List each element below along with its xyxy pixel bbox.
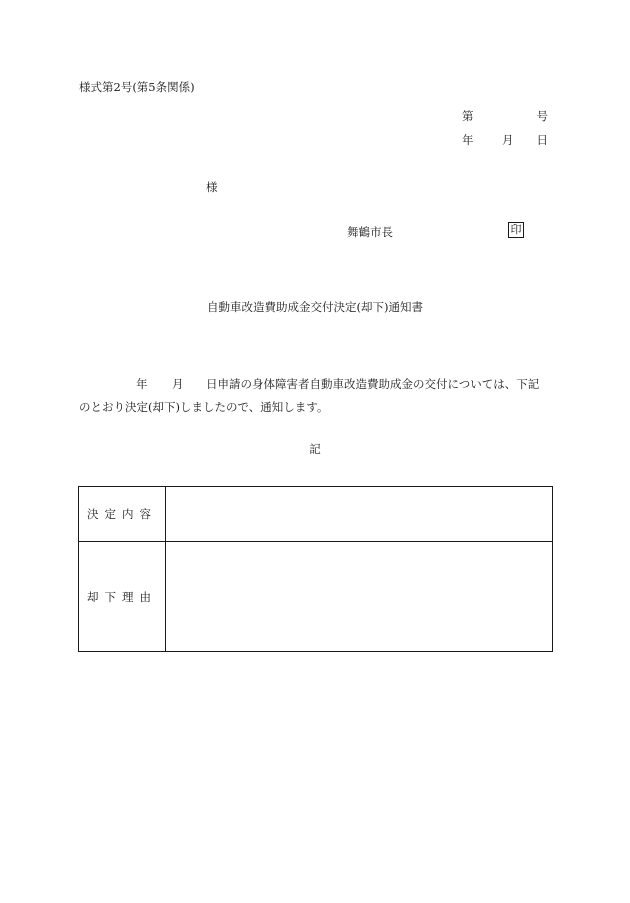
decision-content-label: 決定内容 bbox=[79, 487, 166, 542]
body-text-line-2: のとおり決定(却下)しましたので、通知します。 bbox=[79, 400, 329, 414]
body-text-line-1: 日申請の身体障害者自動車改造費助成金の交付については、下記 bbox=[206, 377, 540, 391]
rejection-reason-label: 却下理由 bbox=[79, 542, 166, 652]
ki-heading: 記 bbox=[309, 442, 321, 456]
rejection-reason-field[interactable] bbox=[166, 542, 553, 652]
number-suffix: 号 bbox=[536, 109, 548, 123]
date-month-label: 月 bbox=[502, 133, 514, 147]
document-title: 自動車改造費助成金交付決定(却下)通知書 bbox=[207, 300, 423, 314]
form-number-label: 様式第2号(第5条関係) bbox=[79, 80, 195, 94]
date-year-label: 年 bbox=[462, 133, 474, 147]
decision-table bbox=[78, 486, 553, 652]
seal-mark: 印 bbox=[508, 222, 524, 238]
table-row-decision bbox=[79, 487, 553, 542]
body-year-label: 年 bbox=[136, 377, 148, 391]
number-prefix: 第 bbox=[462, 109, 474, 123]
decision-content-field[interactable] bbox=[166, 487, 553, 542]
addressee-honorific: 様 bbox=[206, 180, 218, 194]
table-row-rejection bbox=[79, 542, 553, 652]
date-day-label: 日 bbox=[536, 133, 548, 147]
issuer-name: 舞鶴市長 bbox=[347, 225, 393, 239]
body-month-label: 月 bbox=[172, 377, 184, 391]
